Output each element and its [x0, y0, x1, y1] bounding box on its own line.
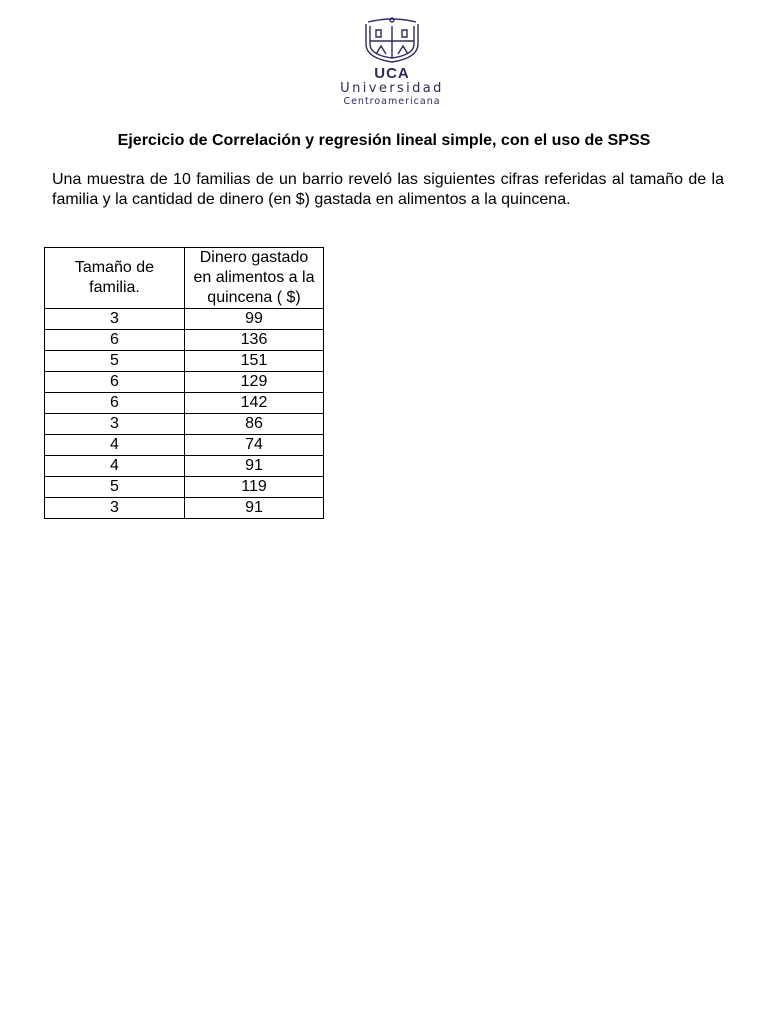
table-row: [45, 477, 324, 498]
header-money-spent-label: Dinero gastado en alimentos a la quincena ( $): [193, 249, 315, 306]
document-title: Ejercicio de Correlación y regresión lineal simple, con el uso de SPSS: [117, 132, 651, 149]
table-header-row: [45, 248, 324, 309]
cell-money-spent: 142: [185, 393, 324, 414]
header-family-size-label: Tamaño de familia.: [74, 259, 155, 296]
logo-acronym: UCA: [374, 65, 410, 82]
cell-family-size: 3: [45, 309, 185, 330]
cell-family-size: 6: [45, 393, 185, 414]
table-row: [45, 351, 324, 372]
cell-family-size: 5: [45, 477, 185, 498]
data-table: [44, 247, 324, 519]
cell-money-spent: 151: [185, 351, 324, 372]
table-row: [45, 435, 324, 456]
uca-logo: [330, 14, 454, 108]
table-row: [45, 393, 324, 414]
cell-money-spent: 129: [185, 372, 324, 393]
table-row: [45, 498, 324, 519]
cell-money-spent: 119: [185, 477, 324, 498]
logo-subname: Centroamericana: [343, 96, 441, 107]
table-row: [45, 414, 324, 435]
cell-family-size: 6: [45, 330, 185, 351]
cell-family-size: 3: [45, 498, 185, 519]
cell-money-spent: 74: [185, 435, 324, 456]
cell-money-spent: 99: [185, 309, 324, 330]
cell-money-spent: 86: [185, 414, 324, 435]
cell-family-size: 3: [45, 414, 185, 435]
header-family-size: [45, 248, 185, 309]
cell-family-size: 4: [45, 435, 185, 456]
header-money-spent: [185, 248, 324, 309]
cell-family-size: 5: [45, 351, 185, 372]
table-row: [45, 309, 324, 330]
cell-money-spent: 136: [185, 330, 324, 351]
cell-family-size: 4: [45, 456, 185, 477]
cell-money-spent: 91: [185, 456, 324, 477]
logo-name: Universidad: [340, 81, 444, 96]
university-crest-icon: [362, 14, 422, 64]
table-row: [45, 330, 324, 351]
intro-paragraph: Una muestra de 10 familias de un barrio reveló las siguientes cifras referidas al tamaño de la familia y la cantidad de dinero (en $) gastada en alimentos a la quincena.: [52, 171, 724, 208]
table-row: [45, 456, 324, 477]
cell-family-size: 6: [45, 372, 185, 393]
table-row: [45, 372, 324, 393]
cell-money-spent: 91: [185, 498, 324, 519]
